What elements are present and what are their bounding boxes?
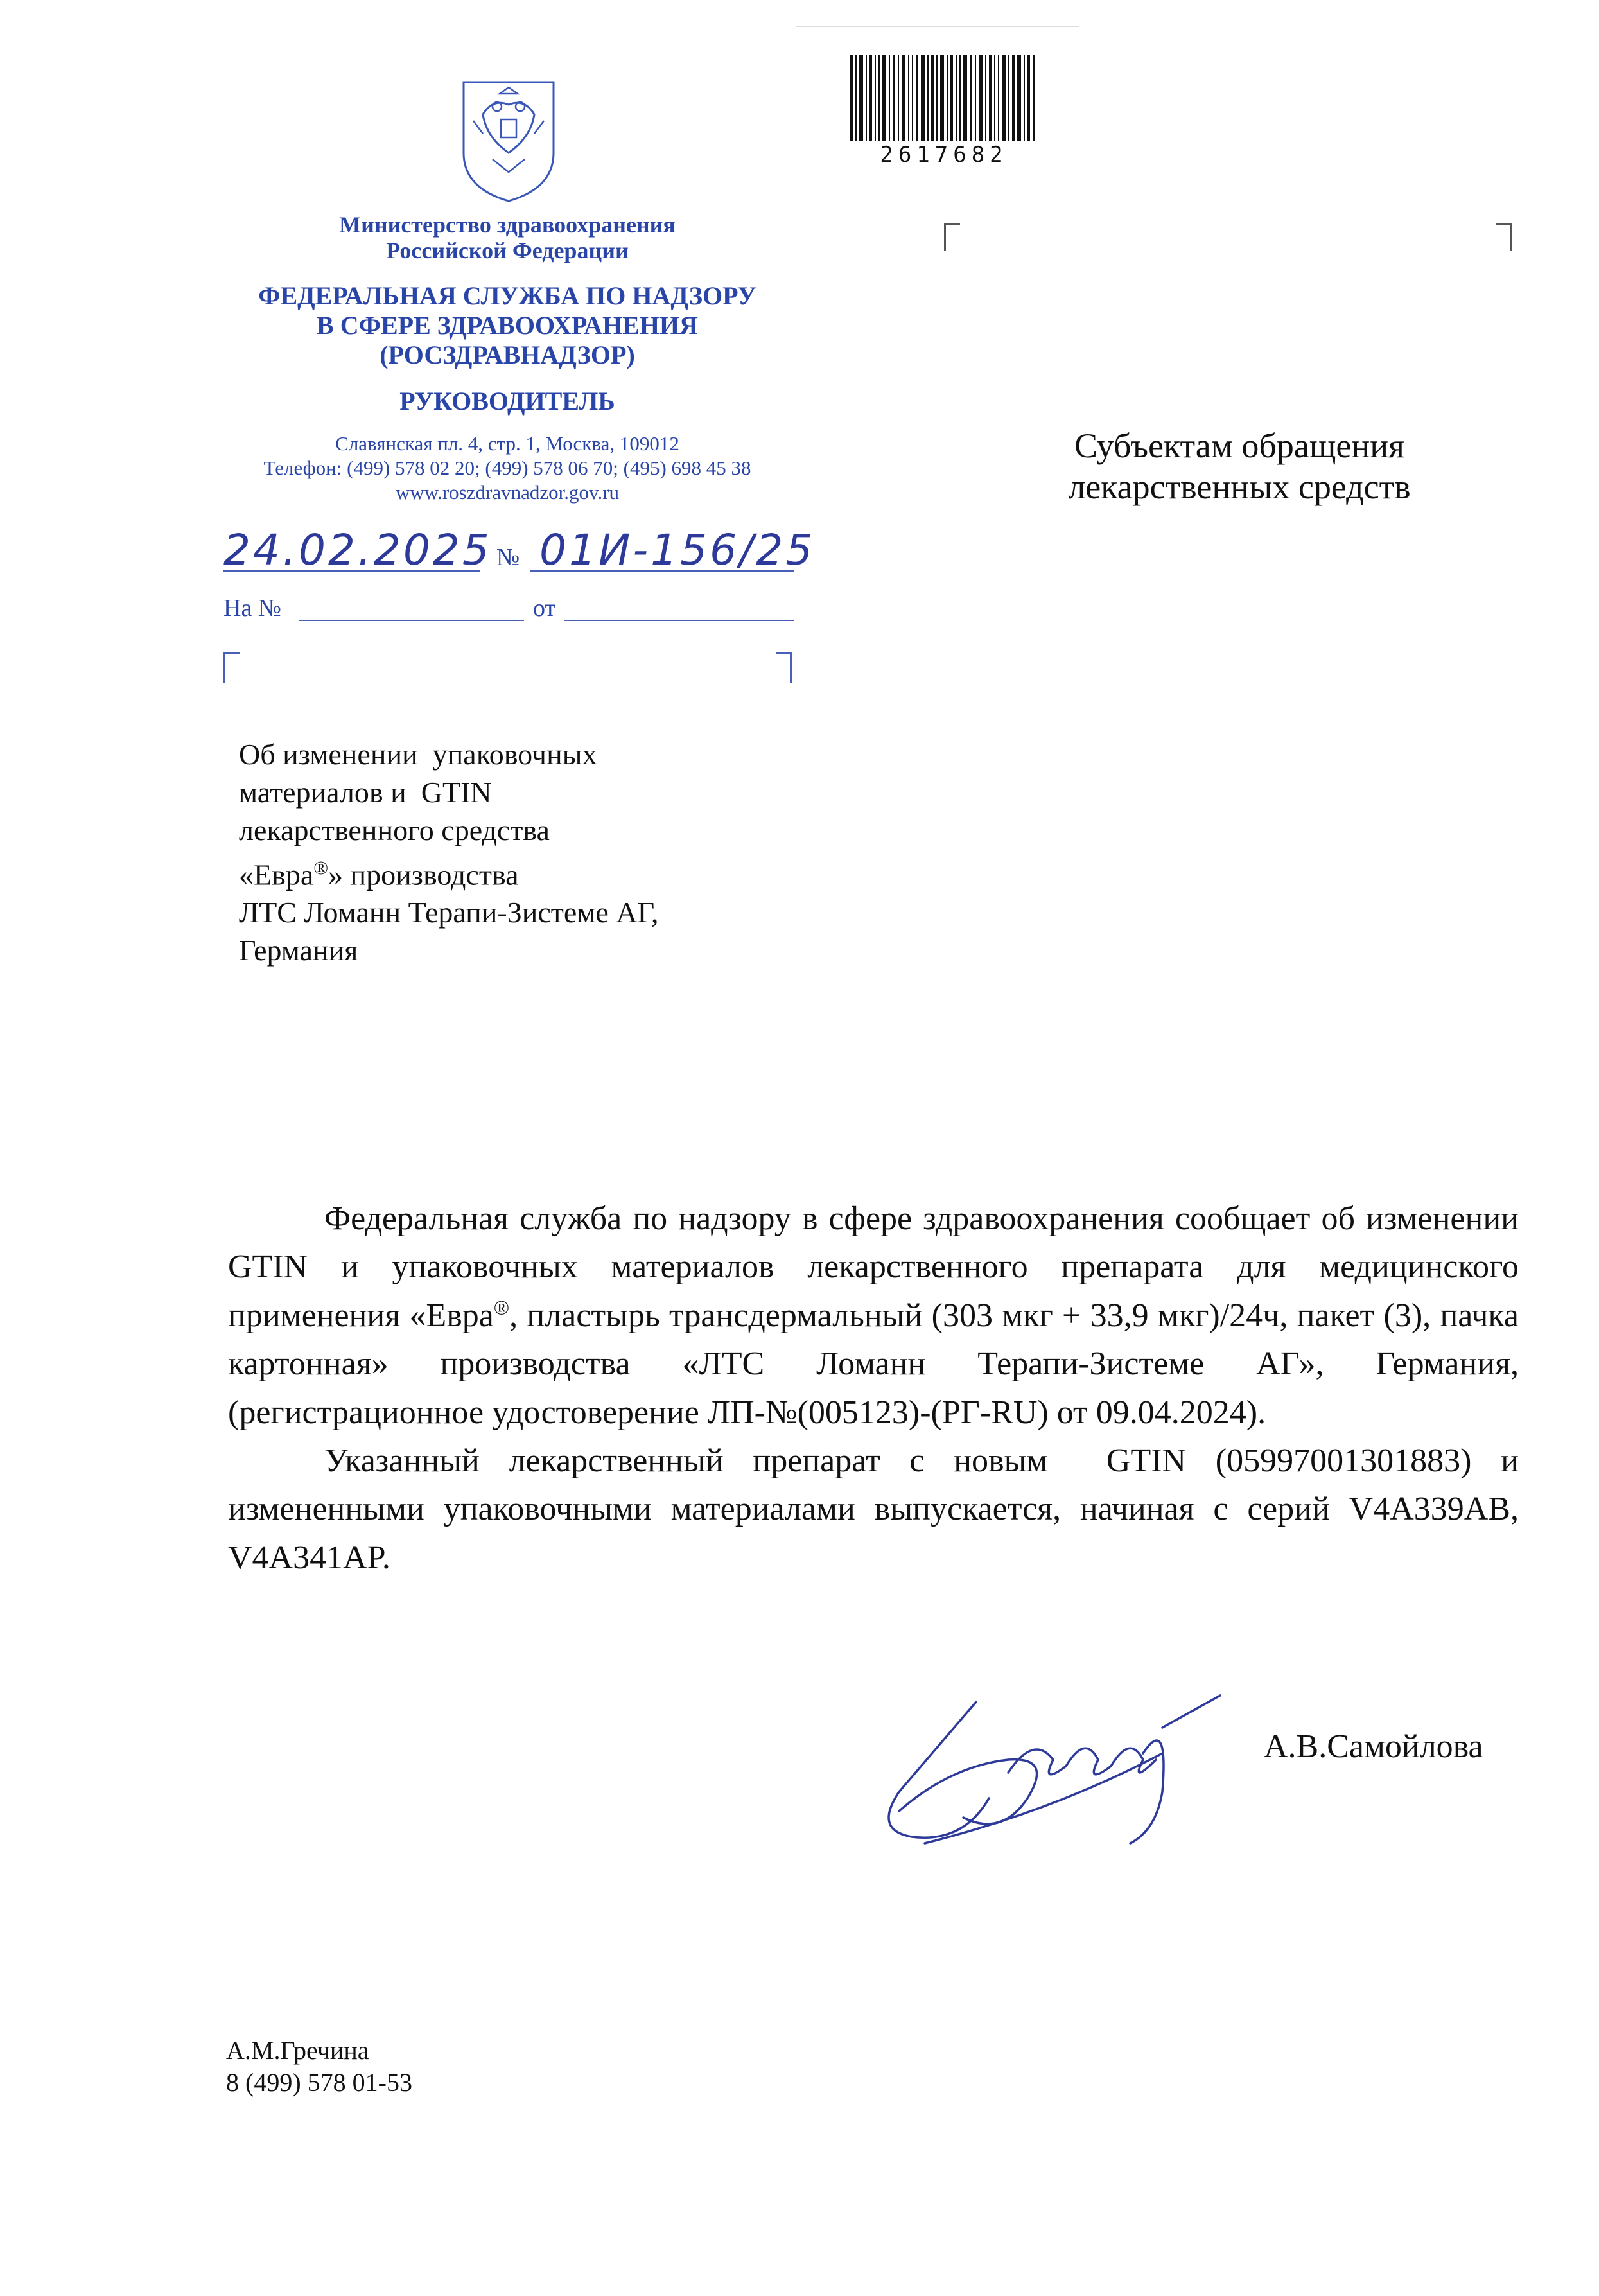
subject-line-2: материалов и GTIN bbox=[239, 776, 492, 809]
signature-image bbox=[861, 1651, 1259, 1866]
phones: Телефон: (499) 578 02 20; (499) 578 06 70; (495) 698 45 38 bbox=[263, 457, 751, 479]
recipient-block bbox=[950, 425, 1528, 507]
body-paragraph-1 bbox=[228, 1195, 1519, 1437]
subject-line-5: ЛТС Ломанн Терапи-Зистеме АГ, bbox=[239, 896, 659, 929]
coat-of-arms-emblem bbox=[457, 76, 560, 207]
signatory-name: А.В.Самойлова bbox=[1264, 1728, 1483, 1765]
body-paragraph-2: Указанный лекарственный препарат с новым GTIN (05997001301883) и измененными упаковочными материалами выпускается, начиная с серий V4A339AB, V4A341AP. bbox=[228, 1442, 1527, 1576]
subject-line-6: Германия bbox=[239, 934, 358, 967]
reply-date-line bbox=[564, 620, 794, 621]
registration-row bbox=[223, 525, 816, 577]
service-line-2: В СФЕРЕ ЗДРАВООХРАНЕНИЯ bbox=[317, 311, 698, 340]
letterhead bbox=[212, 212, 803, 505]
recipient-line-1: Субъектам обращения bbox=[1074, 426, 1405, 465]
subject-corner-left bbox=[223, 652, 240, 683]
registration-date: 24.02.2025 bbox=[223, 525, 492, 575]
subject-block bbox=[239, 735, 817, 969]
registration-number: 01И-156/25 bbox=[539, 525, 816, 575]
subject-drug-close: » производства bbox=[328, 858, 519, 891]
role-title: РУКОВОДИТЕЛЬ bbox=[399, 387, 615, 416]
subject-line-1: Об изменении упаковочных bbox=[239, 738, 597, 771]
service-line-1: ФЕДЕРАЛЬНАЯ СЛУЖБА ПО НАДЗОРУ bbox=[258, 281, 756, 310]
executor-phone: 8 (499) 578 01-53 bbox=[226, 2068, 412, 2097]
letter-body bbox=[228, 1195, 1527, 1582]
executor-name: А.М.Гречина bbox=[226, 2036, 369, 2065]
body-p1-end: , пластырь трансдермальный (303 мкг + 33,9 мкг)/24ч, пакет (3), пачка картонная» производства «ЛТС Ломанн Терапи-Зистеме АГ», Германия, (регистрационное удостоверение ЛП-№(005123)-(РГ-RU) от 09.04.2024). bbox=[228, 1297, 1519, 1431]
ministry-line-2: Российской Федерации bbox=[386, 238, 629, 263]
service-line-3: (РОСЗДРАВНАДЗОР) bbox=[380, 340, 635, 369]
website: www.roszdravnadzor.gov.ru bbox=[395, 481, 620, 504]
reply-number-line bbox=[299, 620, 524, 621]
barcode bbox=[848, 55, 1040, 168]
recipient-corner-left bbox=[944, 223, 960, 251]
barcode-number: 2617682 bbox=[880, 142, 1008, 168]
address: Славянская пл. 4, стр. 1, Москва, 109012 bbox=[335, 432, 679, 455]
executor-block bbox=[226, 2035, 412, 2099]
subject-corner-right bbox=[776, 652, 792, 683]
body-registered-mark: ® bbox=[493, 1295, 510, 1319]
reply-prefix: На № bbox=[223, 595, 282, 622]
subject-line-4 bbox=[239, 849, 817, 893]
scan-line bbox=[796, 26, 1079, 27]
ministry-line-1: Министерство здравоохранения bbox=[339, 212, 676, 238]
recipient-line-2: лекарственных средств bbox=[1068, 468, 1411, 506]
subject-registered-mark: ® bbox=[313, 857, 329, 879]
subject-drug-open: «Евра bbox=[239, 858, 314, 891]
barcode-bars bbox=[848, 55, 1040, 141]
subject-line-3: лекарственного средства bbox=[239, 814, 550, 846]
reply-row bbox=[223, 594, 801, 626]
recipient-corner-right bbox=[1496, 223, 1512, 251]
number-sign: № bbox=[496, 544, 520, 571]
body-p1-start: Федеральная служба по надзору в сфере здравоохранения сообщает об изменении GTIN и упаковочных материалов лекарственного препарата для медицинского применения «Евра bbox=[228, 1200, 1519, 1334]
reply-from: от bbox=[533, 595, 556, 622]
